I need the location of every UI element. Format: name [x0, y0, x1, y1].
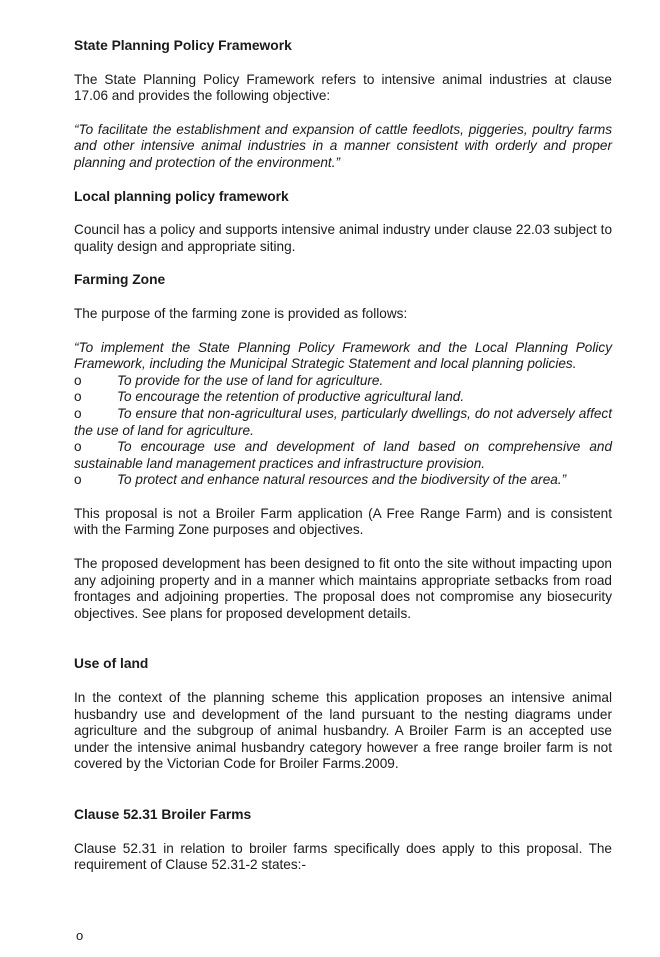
- heading-local-planning-policy: Local planning policy framework: [74, 188, 289, 204]
- list-item: [74, 373, 612, 390]
- farming-purpose-list: [74, 373, 612, 489]
- bullet-marker: o: [74, 372, 82, 388]
- heading-state-planning-policy: State Planning Policy Framework: [74, 38, 292, 53]
- footer-mark: o: [76, 928, 84, 943]
- list-item-text: To encourage the retention of productive agricultural land.: [117, 389, 465, 405]
- document-page: [74, 38, 612, 874]
- list-item: [74, 406, 612, 439]
- use-of-land-paragraph: In the context of the planning scheme this application proposes an intensive animal husbandry use and development of the land pursuant to the nesting diagrams under agriculture and the subgroup of animal husbandry. A Broiler Farm is an accepted use under the intensive animal husbandry category however a free range broiler farm is not covered by the Victorian Code for Broiler Farms.2009.: [74, 690, 612, 772]
- spp-paragraph: The State Planning Policy Framework refers to intensive animal industries at clause 17.06 and provides the following objective:: [74, 71, 612, 104]
- list-item-text: To ensure that non-agricultural uses, particularly dwellings, do not adversely affect the use of land for agriculture.: [74, 405, 612, 438]
- lppf-paragraph: Council has a policy and supports intensive animal industry under clause 22.03 subject to quality design and appropriate siting.: [74, 222, 612, 254]
- bullet-marker: o: [74, 472, 82, 488]
- farming-paragraph-1: This proposal is not a Broiler Farm application (A Free Range Farm) and is consistent with the Farming Zone purposes and objectives.: [74, 505, 612, 538]
- list-item-text: To encourage use and development of land based on comprehensive and sustainable land management practices and infrastructure provision.: [74, 439, 612, 471]
- heading-use-of-land: Use of land: [74, 656, 149, 672]
- list-item-text: To protect and enhance natural resources and the biodiversity of the area.”: [117, 472, 567, 488]
- spp-objective-quote: “To facilitate the establishment and expansion of cattle feedlots, piggeries, poultry farms and other intensive animal industries in a manner consistent with orderly and proper planning and protection of the environment.”: [74, 121, 612, 170]
- bullet-marker: o: [74, 389, 82, 405]
- heading-farming-zone: Farming Zone: [74, 272, 166, 288]
- list-item: [74, 439, 612, 472]
- heading-clause-52-31: Clause 52.31 Broiler Farms: [74, 807, 252, 822]
- bullet-marker: o: [74, 405, 82, 421]
- clause-52-31-paragraph: Clause 52.31 in relation to broiler farms specifically does apply to this proposal. The requirement of Clause 52.31-2 states:-: [74, 840, 612, 873]
- list-item: [74, 389, 612, 406]
- list-item: [74, 472, 612, 489]
- farming-paragraph-2: The proposed development has been designed to fit onto the site without impacting upon any adjoining property and in a manner which maintains appropriate setbacks from road frontages and adjoining properties. The proposal does not compromise any biosecurity objectives. See plans for proposed development details.: [74, 556, 612, 621]
- farming-intro: The purpose of the farming zone is provided as follows:: [74, 305, 408, 321]
- list-item-text: To provide for the use of land for agriculture.: [117, 372, 384, 388]
- bullet-marker: o: [74, 439, 82, 455]
- farming-purpose-quote: “To implement the State Planning Policy Framework and the Local Planning Policy Framework, including the Municipal Strategic Statement and local planning policies.: [74, 339, 612, 372]
